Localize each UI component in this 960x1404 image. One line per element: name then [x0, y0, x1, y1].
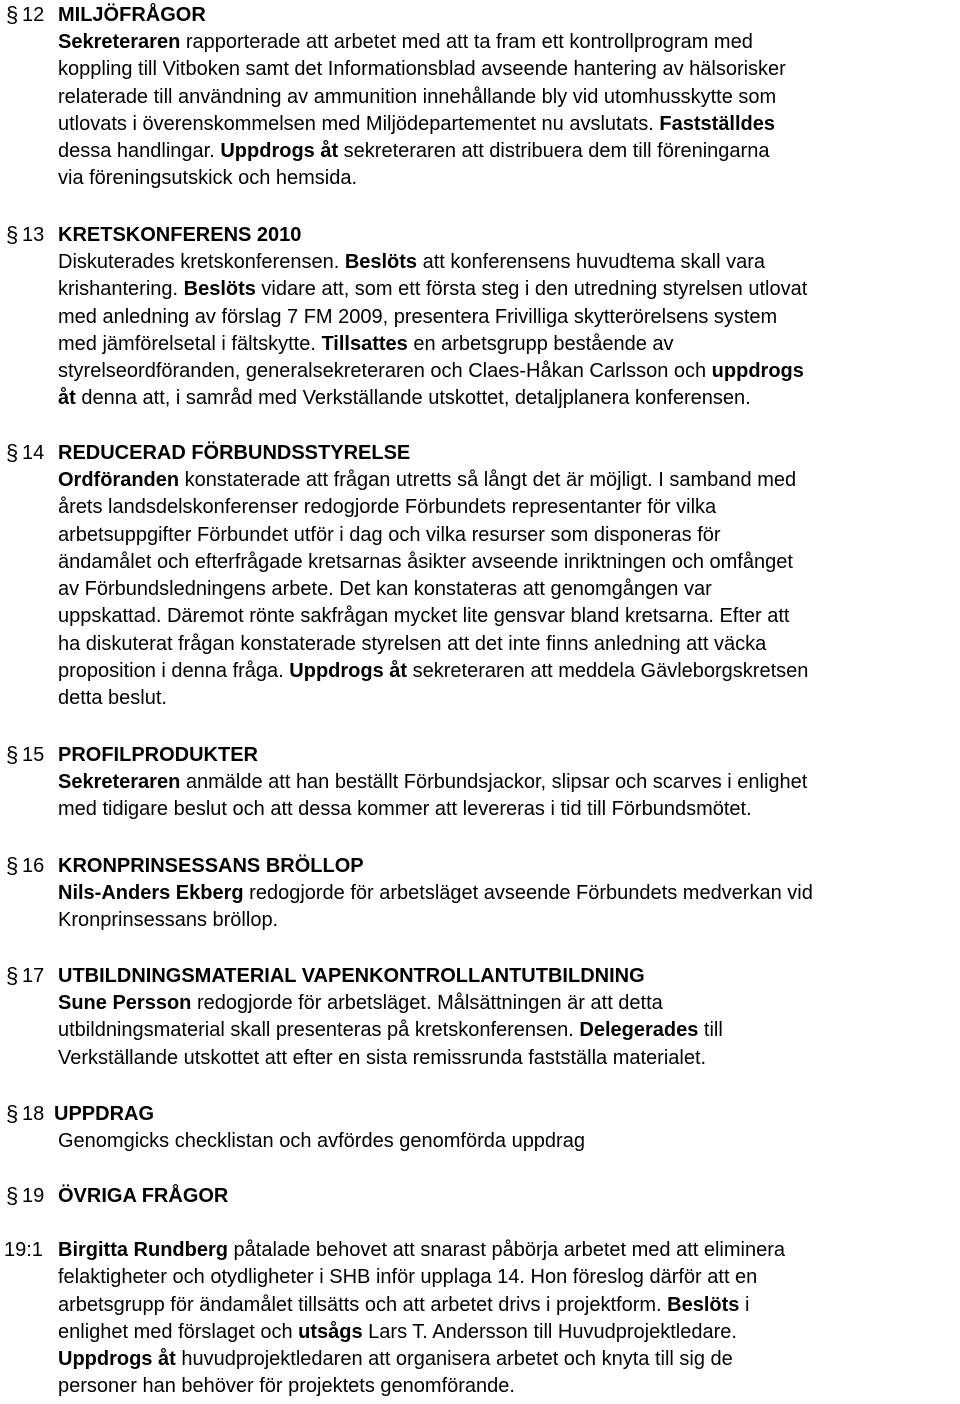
body-text: ha diskuterat frågan konstaterade styrelsen att det inte finns anledning att väcka	[58, 632, 767, 655]
text-line	[58, 1017, 960, 1044]
emphasis-text: uppdrogs	[711, 360, 804, 383]
section-number: 17	[22, 965, 45, 987]
text-line	[58, 1346, 960, 1373]
body-text: sekreteraren att meddela Gävleborgskretsen	[407, 660, 809, 683]
section-sign-icon: §	[6, 222, 19, 247]
section-title: MILJÖFRÅGOR	[58, 4, 206, 26]
emphasis-text: åt	[58, 387, 76, 410]
section-title: ÖVRIGA FRÅGOR	[58, 1185, 229, 1207]
section-body	[58, 1237, 960, 1401]
text-line	[58, 385, 960, 412]
body-text: Kronprinsessans bröllop.	[58, 909, 279, 932]
text-line	[58, 522, 960, 549]
body-text: styrelseordföranden, generalsekreteraren och Claes-Håkan Carlsson och	[58, 360, 712, 383]
agenda-section-18	[0, 1101, 960, 1155]
body-text: vidare att, som ett första steg i den utredning styrelsen utlovat	[255, 278, 808, 301]
text-line	[58, 990, 960, 1017]
section-heading	[0, 742, 960, 769]
text-line	[58, 494, 960, 521]
text-line	[58, 358, 960, 385]
body-text: arbetsgrupp för ändamålet tillsätts och att arbetet drivs i projektform.	[58, 1293, 668, 1316]
body-text: felaktigheter och otydligheter i SHB inför upplaga 14. Hon föreslog därför att en	[58, 1266, 758, 1289]
emphasis-text: Beslöts	[667, 1293, 740, 1316]
section-body	[58, 249, 960, 413]
section-title: PROFILPRODUKTER	[58, 744, 258, 766]
body-text: med tidigare beslut och att dessa kommer att levereras i tid till Förbundsmötet.	[58, 798, 752, 821]
section-heading	[0, 1183, 960, 1210]
body-text: via föreningsutskick och hemsida.	[58, 167, 358, 190]
body-text: koppling till Vitboken samt det Informationsblad avseende hantering av hälsorisker	[58, 58, 786, 81]
text-line	[58, 56, 960, 83]
section-title: UPPDRAG	[54, 1103, 155, 1125]
body-text: redogjorde för arbetsläget avseende Förbundets medverkan vid	[243, 882, 813, 904]
body-text: i	[739, 1293, 750, 1316]
text-line	[58, 1292, 960, 1319]
text-line	[58, 1264, 960, 1291]
text-line	[58, 276, 960, 303]
section-body	[58, 29, 960, 193]
section-heading	[0, 2, 960, 29]
section-sign-icon: §	[6, 2, 19, 27]
section-sign-icon: §	[6, 1101, 19, 1126]
text-line	[58, 1237, 960, 1264]
section-number: 19:1	[4, 1239, 43, 1261]
text-line	[58, 467, 960, 494]
text-line	[58, 685, 960, 712]
agenda-section-13	[0, 222, 960, 413]
body-text: arbetsuppgifter Förbundet utför i dag och vilka resurser som disponeras för	[58, 523, 721, 546]
agenda-section-19-1	[0, 1237, 960, 1398]
emphasis-text: Birgitta Rundberg	[58, 1239, 228, 1261]
body-text: enlighet med förslaget och	[58, 1320, 299, 1343]
body-text: Verkställande utskottet att efter en sista remissrunda fastställa materialet.	[58, 1046, 707, 1069]
text-line	[58, 880, 960, 907]
section-sign-icon: §	[6, 440, 19, 465]
text-line	[58, 111, 960, 138]
agenda-section-15	[0, 742, 960, 824]
text-line	[58, 1319, 960, 1346]
emphasis-text: Uppdrogs åt	[289, 660, 408, 683]
text-line	[58, 1128, 960, 1155]
text-line	[58, 796, 960, 823]
body-text: Genomgicks checklistan och avfördes genomförda uppdrag	[58, 1130, 585, 1152]
agenda-section-12	[0, 2, 960, 193]
text-line	[58, 84, 960, 111]
section-title: KRONPRINSESSANS BRÖLLOP	[58, 855, 364, 877]
body-text: dessa handlingar.	[58, 140, 221, 163]
emphasis-text: Sune Persson	[58, 992, 192, 1014]
emphasis-text: Sekreteraren	[58, 771, 181, 793]
section-body	[58, 1128, 960, 1155]
body-text: konstaterade att frågan utretts så långt det är möjligt. I samband med	[179, 469, 797, 491]
section-title: KRETSKONFERENS 2010	[58, 224, 302, 246]
section-body	[58, 769, 960, 824]
text-line	[58, 1045, 960, 1072]
body-text: av Förbundsledningens arbete. Det kan konstateras att genomgången var	[58, 578, 712, 601]
emphasis-text: Tillsattes	[321, 332, 408, 355]
body-text: ändamålet och efterfrågade kretsarnas åsikter avseende inriktningen och omfånget	[58, 550, 793, 573]
section-body	[58, 467, 960, 713]
text-line	[58, 138, 960, 165]
section-number: 13	[22, 224, 45, 246]
body-text: personer han behöver för projektets genomförande.	[58, 1375, 515, 1398]
text-line	[58, 29, 960, 56]
body-text: redogjorde för arbetsläget. Målsättningen är att detta	[191, 992, 663, 1014]
body-text: sekreteraren att distribuera dem till föreningarna	[338, 140, 770, 163]
body-text: uppskattad. Däremot rönte sakfrågan mycket lite gensvar bland kretsarna. Efter att	[58, 605, 790, 628]
text-line	[58, 331, 960, 358]
section-number: 15	[22, 744, 45, 766]
text-line	[58, 304, 960, 331]
section-body	[58, 990, 960, 1072]
section-heading	[0, 1101, 960, 1128]
section-sign-icon: §	[6, 742, 19, 767]
body-text: påtalade behovet att snarast påbörja arbetet med att eliminera	[228, 1239, 786, 1261]
body-text: en arbetsgrupp bestående av	[407, 332, 674, 355]
body-text: utbildningsmaterial skall presenteras på kretskonferensen.	[58, 1019, 580, 1042]
body-text: denna att, i samråd med Verkställande utskottet, detaljplanera konferensen.	[75, 387, 751, 410]
emphasis-text: Beslöts	[344, 251, 418, 273]
emphasis-text: Ordföranden	[58, 469, 180, 491]
section-sign-icon: §	[6, 963, 19, 988]
agenda-section-14	[0, 440, 960, 713]
agenda-section-16	[0, 853, 960, 935]
text-line	[58, 907, 960, 934]
section-number: 12	[22, 4, 45, 26]
section-number: 19	[22, 1185, 45, 1207]
body-text: Lars T. Andersson till Huvudprojektledare.	[362, 1320, 737, 1343]
agenda-section-17	[0, 963, 960, 1072]
body-text: rapporterade att arbetet med att ta fram ett kontrollprogram med	[180, 31, 753, 53]
body-text: med jämförelsetal i fältskytte.	[58, 332, 322, 355]
section-title: REDUCERAD FÖRBUNDSSTYRELSE	[58, 442, 411, 464]
text-line	[58, 603, 960, 630]
emphasis-text: Sekreteraren	[58, 31, 181, 53]
agenda-section-19	[0, 1183, 960, 1210]
text-line	[58, 549, 960, 576]
emphasis-text: Delegerades	[579, 1019, 699, 1042]
section-number: 16	[22, 855, 45, 877]
body-text: krishantering.	[58, 278, 184, 301]
body-text: huvudprojektledaren att organisera arbetet och knyta till sig de	[175, 1348, 733, 1371]
text-line	[58, 658, 960, 685]
body-text: till	[698, 1019, 723, 1042]
body-text: årets landsdelskonferenser redogjorde Förbundets representanter för vilka	[58, 496, 717, 519]
body-text: proposition i denna fråga.	[58, 660, 290, 683]
emphasis-text: Uppdrogs åt	[220, 140, 339, 163]
text-line	[58, 249, 960, 276]
section-heading	[0, 853, 960, 880]
body-text: utlovats i överenskommelsen med Miljödepartementet nu avslutats.	[58, 112, 660, 135]
emphasis-text: Nils-Anders Ekberg	[58, 882, 244, 904]
text-line	[58, 1373, 960, 1400]
body-text: detta beslut.	[58, 687, 167, 710]
text-line	[58, 576, 960, 603]
section-sign-icon: §	[6, 853, 19, 878]
section-number: 18	[22, 1103, 45, 1125]
emphasis-text: Fastställdes	[659, 112, 776, 135]
section-title: UTBILDNINGSMATERIAL VAPENKONTROLLANTUTBILDNING	[58, 965, 645, 987]
text-line	[58, 769, 960, 796]
section-heading	[0, 222, 960, 249]
body-text: att konferensens huvudtema skall vara	[417, 251, 766, 273]
section-heading	[0, 440, 960, 467]
section-sign-icon: §	[6, 1183, 19, 1208]
emphasis-text: Uppdrogs åt	[58, 1348, 176, 1371]
body-text: med anledning av förslag 7 FM 2009, presentera Frivilliga skytterörelsens system	[58, 305, 778, 328]
section-number: 14	[22, 442, 45, 464]
body-text: anmälde att han beställt Förbundsjackor, slipsar och scarves i enlighet	[180, 771, 808, 793]
section-heading	[0, 963, 960, 990]
body-text: Diskuterades kretskonferensen.	[58, 251, 345, 273]
emphasis-text: Beslöts	[183, 278, 256, 301]
text-line	[58, 165, 960, 192]
text-line	[58, 631, 960, 658]
section-body	[58, 880, 960, 935]
body-text: relaterade till användning av ammunition innehållande bly vid utomhusskytte som	[58, 85, 777, 108]
emphasis-text: utsågs	[298, 1320, 363, 1343]
